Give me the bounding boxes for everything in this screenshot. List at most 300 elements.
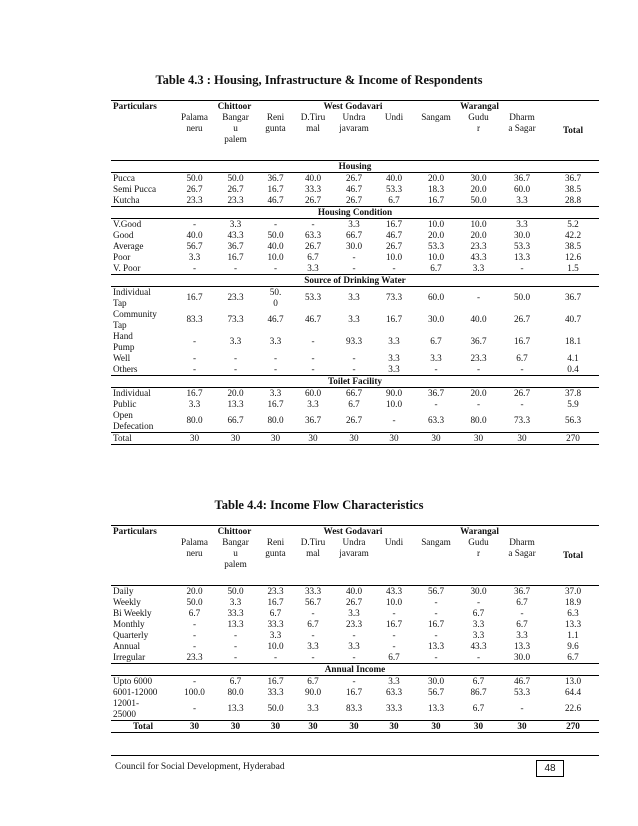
row-value: 33.3 [227,607,244,618]
row-value: 46.7 [345,183,363,194]
table-row [111,230,599,241]
section-header-row [111,663,599,675]
table-row [111,608,599,619]
row-value: 20.0 [470,387,487,398]
row-value: - [434,363,438,374]
row-value: 50.0 [186,172,203,183]
row-value: 10.0 [267,251,284,262]
row-value: - [192,640,197,651]
row-value: 10.0 [385,251,403,262]
table-row [111,652,599,664]
row-value: 90.0 [385,387,403,398]
row-value: - [352,262,356,273]
row-value: 50.0 [470,194,487,205]
row-label: Open Defecation [113,409,154,431]
row-value: 30.0 [345,240,363,251]
row-value: 9.6 [567,640,579,651]
row-value: 16.7 [513,336,531,346]
row-value: 37.8 [564,387,582,398]
row-value: 0.4 [567,363,579,374]
village-header: Undi [376,112,412,160]
row-value: - [392,415,396,425]
row-value: 43.3 [227,229,244,240]
total-value: 30 [376,720,412,732]
total-value: 30 [294,432,332,444]
row-value: - [192,218,197,229]
village-header: Undra javaram [332,112,376,160]
row-label: Weekly [113,596,141,607]
row-label: Individual [113,387,151,398]
row-value: 46.7 [267,194,284,205]
row-value: 16.7 [385,314,403,324]
row-value: 40.0 [385,172,403,183]
row-value: 53.3 [513,240,531,251]
row-value: 3.3 [516,194,528,205]
row-value: 3.3 [348,314,360,324]
row-value: - [233,352,238,363]
row-value: 16.7 [427,194,445,205]
row-value: - [392,640,396,651]
row-value: - [192,675,197,686]
row-value: 83.3 [186,314,203,324]
row-value: 16.7 [385,618,403,629]
row-value: 26.7 [227,183,244,194]
row-value: 64.4 [564,686,582,697]
total-value: 30 [214,720,257,732]
row-value: 3.3 [229,596,242,607]
row-value: 18.9 [564,596,582,607]
row-value: 66.7 [227,415,244,425]
row-value: 30.0 [513,651,531,662]
row-value: 23.3 [227,292,244,302]
row-value: 16.7 [186,387,203,398]
row-value: - [352,651,356,662]
row-value: 6.7 [567,651,579,662]
row-label: Semi Pucca [113,183,157,194]
village-header: Undra javaram [332,537,376,585]
row-value: - [352,251,356,262]
district-header-chittoor: Chittoor [175,101,294,113]
village-header: Bangar u palem [214,112,257,160]
row-value: 3.3 [307,398,319,409]
row-value: 43.3 [385,585,403,596]
row-value: 43.3 [470,251,487,262]
row-value: - [434,651,438,662]
row-value: 50.0 [186,596,203,607]
row-value: - [392,629,396,640]
row-value: 33.3 [267,686,284,697]
village-header: Sangam [412,112,460,160]
section-title: Annual Income [111,663,599,675]
row-value: - [192,336,197,346]
row-value: 83.3 [345,703,363,713]
section-title: Housing [111,160,599,172]
total-value: 30 [175,432,214,444]
row-value: - [311,218,315,229]
table-row [111,218,599,230]
row-label: Others [113,363,138,374]
village-header: Reni gunta [257,112,294,160]
table-row [111,331,599,353]
row-value: 20.0 [427,229,445,240]
row-value: 50.0 [267,229,284,240]
row-value: 16.7 [267,183,284,194]
table-row [111,597,599,608]
row-value: 56.7 [186,240,203,251]
row-value: 3.3 [472,629,485,640]
page-number: 48 [536,760,564,777]
district-header-warangal: Warangal [412,101,547,113]
row-value: 30.0 [470,585,487,596]
row-value: 5.2 [567,218,579,229]
row-value: 36.7 [227,240,244,251]
row-value: - [311,352,315,363]
row-value: 6.7 [307,618,319,629]
row-value: 50.0 [513,292,531,302]
row-value: 26.7 [513,314,531,324]
row-value: 100.0 [184,686,205,697]
total-value: 270 [547,432,599,444]
row-value: - [476,651,481,662]
table-row [111,195,599,207]
row-value: 3.3 [348,292,360,302]
row-value: 63.3 [385,686,403,697]
row-value: - [520,262,524,273]
section-header-row [111,274,599,286]
row-value: 80.0 [186,415,203,425]
row-value: 56.7 [427,585,445,596]
total-value: 30 [214,432,257,444]
row-value: 16.7 [267,398,284,409]
row-label: Irregular [113,651,146,662]
row-value: - [476,398,481,409]
row-value: - [434,596,438,607]
row-label: Well [113,352,131,363]
row-value: 26.7 [345,194,363,205]
row-value: 80.0 [227,686,244,697]
village-header: Palama neru [175,537,214,585]
header-row-groups [111,101,599,113]
total-row [111,720,599,732]
row-label: Community Tap [113,308,157,330]
row-value: 10.0 [427,218,445,229]
row-value: 33.3 [304,183,322,194]
row-value: 23.3 [470,352,487,363]
row-label: V. Poor [113,262,141,273]
row-value: 80.0 [267,415,284,425]
row-value: 90.0 [304,686,322,697]
row-value: 20.0 [186,585,203,596]
row-value: 16.7 [186,292,203,302]
table-row [111,172,599,184]
row-value: 3.3 [472,262,485,273]
table-row [111,263,599,275]
row-value: 16.7 [227,251,244,262]
row-value: 6.7 [388,651,400,662]
row-value: 26.7 [345,415,363,425]
total-value: 30 [294,720,332,732]
row-value: 16.7 [267,596,284,607]
row-value: - [352,352,356,363]
total-value: 30 [412,720,460,732]
row-value: 6.7 [388,194,400,205]
particulars-header: Particulars [111,101,175,161]
table-row [111,641,599,652]
table-row [111,687,599,698]
row-value: 3.3 [188,398,201,409]
footer-rule [111,755,599,756]
total-label: Total [111,720,175,732]
row-value: 73.3 [227,314,244,324]
total-value: 30 [257,720,294,732]
row-value: - [520,398,524,409]
row-value: - [520,363,524,374]
row-value: - [192,352,197,363]
row-value: 23.3 [470,240,487,251]
row-value: 1.5 [567,262,579,273]
row-value: 40.7 [564,314,582,324]
table-row [111,252,599,263]
row-value: 60.0 [304,387,322,398]
row-value: 26.7 [513,387,531,398]
row-value: 3.3 [388,675,400,686]
row-value: 3.3 [388,363,400,374]
row-value: 23.3 [267,585,284,596]
row-value: 40.0 [470,314,487,324]
row-value: 50.0 [267,703,284,713]
row-value: - [233,640,238,651]
row-value: 23.3 [345,618,363,629]
row-value: 3.3 [516,218,528,229]
row-value: 16.7 [427,618,445,629]
row-label: Daily [113,585,134,596]
total-value: 30 [376,432,412,444]
row-value: 13.3 [564,618,582,629]
row-value: 36.7 [564,172,582,183]
row-label: Bi Weekly [113,607,152,618]
header-row-groups [111,526,599,538]
row-value: 36.7 [427,387,445,398]
row-value: 23.3 [186,651,203,662]
row-value: 6.3 [567,607,579,618]
row-value: - [273,651,278,662]
row-value: 60.0 [427,292,445,302]
village-header: Palama neru [175,112,214,160]
row-label: Average [113,240,144,251]
total-value: 30 [257,432,294,444]
total-row [111,432,599,444]
row-value: - [192,703,197,713]
row-value: 30.0 [470,172,487,183]
row-value: 50. 0 [269,286,282,308]
row-value: 3.3 [307,262,319,273]
district-header-warangal: Warangal [412,526,547,538]
row-label: Poor [113,251,131,262]
row-value: 6.7 [307,675,319,686]
row-label: 12001- 25000 [113,697,140,719]
row-value: 6.7 [229,675,242,686]
table-row [111,309,599,331]
row-value: 3.3 [348,640,360,651]
row-value: 3.3 [516,629,528,640]
table-row [111,619,599,630]
row-value: 46.7 [513,675,531,686]
row-value: 53.3 [513,686,531,697]
table2-title: Table 4.4: Income Flow Characteristics [214,498,424,512]
row-label: Individual Tap [113,286,151,308]
row-value: 3.3 [269,629,282,640]
row-value: 4.1 [567,352,579,363]
total-value: 270 [547,720,599,732]
village-header: Gudu r [460,537,497,585]
row-value: 6.7 [430,262,442,273]
row-value: 6.7 [269,607,282,618]
row-value: 3.3 [307,640,319,651]
particulars-header: Particulars [111,526,175,586]
row-value: 10.0 [470,218,487,229]
total-header: Total [547,526,599,586]
row-value: - [311,629,315,640]
row-value: 36.7 [304,415,322,425]
row-value: - [233,629,238,640]
row-value: 18.3 [427,183,445,194]
table-row [111,241,599,252]
district-header-west-godavari: West Godavari [294,526,412,538]
row-value: - [476,292,481,302]
row-value: 26.7 [304,194,322,205]
row-value: 40.0 [267,240,284,251]
row-value: 63.3 [304,229,322,240]
row-value: 6.7 [188,607,201,618]
row-value: 73.3 [513,415,531,425]
village-header: Undi [376,537,412,585]
row-value: 42.2 [564,229,582,240]
row-label: Upto 6000 [113,675,153,686]
row-value: - [434,607,438,618]
row-value: 6.7 [472,607,485,618]
row-value: - [311,336,315,346]
village-header: D.Tiru mal [294,112,332,160]
row-value: 3.3 [348,218,360,229]
row-value: - [192,618,197,629]
total-value: 30 [332,432,376,444]
total-header: Total [547,101,599,161]
row-label: V.Good [113,218,142,229]
row-value: 6.7 [430,336,442,346]
row-value: 3.3 [388,336,400,346]
row-label: Kutcha [113,194,140,205]
header-row-villages [111,112,599,160]
total-value: 30 [332,720,376,732]
row-label: Hand Pump [113,330,135,352]
row-value: 12.6 [564,251,582,262]
row-value: 13.3 [227,703,244,713]
row-value: 13.3 [227,398,244,409]
table-row [111,387,599,399]
row-value: - [233,363,238,374]
table-row [111,630,599,641]
row-value: 56.3 [564,415,582,425]
row-value: 5.9 [567,398,579,409]
row-value: 13.3 [427,703,445,713]
row-value: 46.7 [267,314,284,324]
row-value: 3.3 [229,336,242,346]
row-label: Good [113,229,134,240]
row-value: 26.7 [385,240,403,251]
row-value: - [233,262,238,273]
row-value: 16.7 [267,675,284,686]
row-value: 40.0 [345,585,363,596]
row-value: 40.0 [304,172,322,183]
row-value: 30.0 [427,675,445,686]
row-value: 26.7 [345,596,363,607]
row-value: 3.3 [388,352,400,363]
row-value: 66.7 [345,229,363,240]
row-value: 10.0 [385,398,403,409]
row-value: 6.7 [472,703,485,713]
row-value: - [311,651,315,662]
row-value: - [352,629,356,640]
row-value: 10.0 [385,596,403,607]
total-value: 30 [460,432,497,444]
row-value: - [273,363,278,374]
table-row [111,698,599,721]
row-value: 36.7 [513,172,531,183]
village-header: Bangar u palem [214,537,257,585]
row-value: 3.3 [307,703,319,713]
row-value: 33.3 [385,703,403,713]
row-value: 20.0 [470,229,487,240]
row-value: 60.0 [513,183,531,194]
row-value: 50.0 [227,172,244,183]
row-label: Monthly [113,618,145,629]
row-value: 50.0 [227,585,244,596]
row-label: Pucca [113,172,135,183]
row-value: 86.7 [470,686,487,697]
row-label: 6001-12000 [113,686,158,697]
table-row [111,675,599,687]
row-value: 13.3 [513,640,531,651]
section-title: Source of Drinking Water [111,274,599,286]
row-value: 20.0 [227,387,244,398]
row-value: - [434,398,438,409]
row-value: 22.6 [564,703,582,713]
row-value: 46.7 [304,314,322,324]
row-label: Annual [113,640,141,651]
row-value: 53.3 [385,183,403,194]
village-header: D.Tiru mal [294,537,332,585]
row-value: 33.3 [304,585,322,596]
row-value: 3.3 [348,607,360,618]
row-value: 30.0 [427,314,445,324]
total-value: 30 [497,720,547,732]
row-value: - [311,607,315,618]
row-value: - [352,675,356,686]
row-value: - [392,607,396,618]
row-value: 30.0 [513,229,531,240]
row-value: 10.0 [267,640,284,651]
table-row [111,399,599,410]
row-value: 40.0 [186,229,203,240]
row-value: 20.0 [427,172,445,183]
row-value: 6.7 [472,675,485,686]
row-value: 3.3 [430,352,442,363]
total-label: Total [111,432,175,444]
district-header-chittoor: Chittoor [175,526,294,538]
table1-title: Table 4.3 : Housing, Infrastructure & Income of Respondents [155,73,483,87]
row-value: 36.7 [513,585,531,596]
row-value: 3.3 [472,618,485,629]
